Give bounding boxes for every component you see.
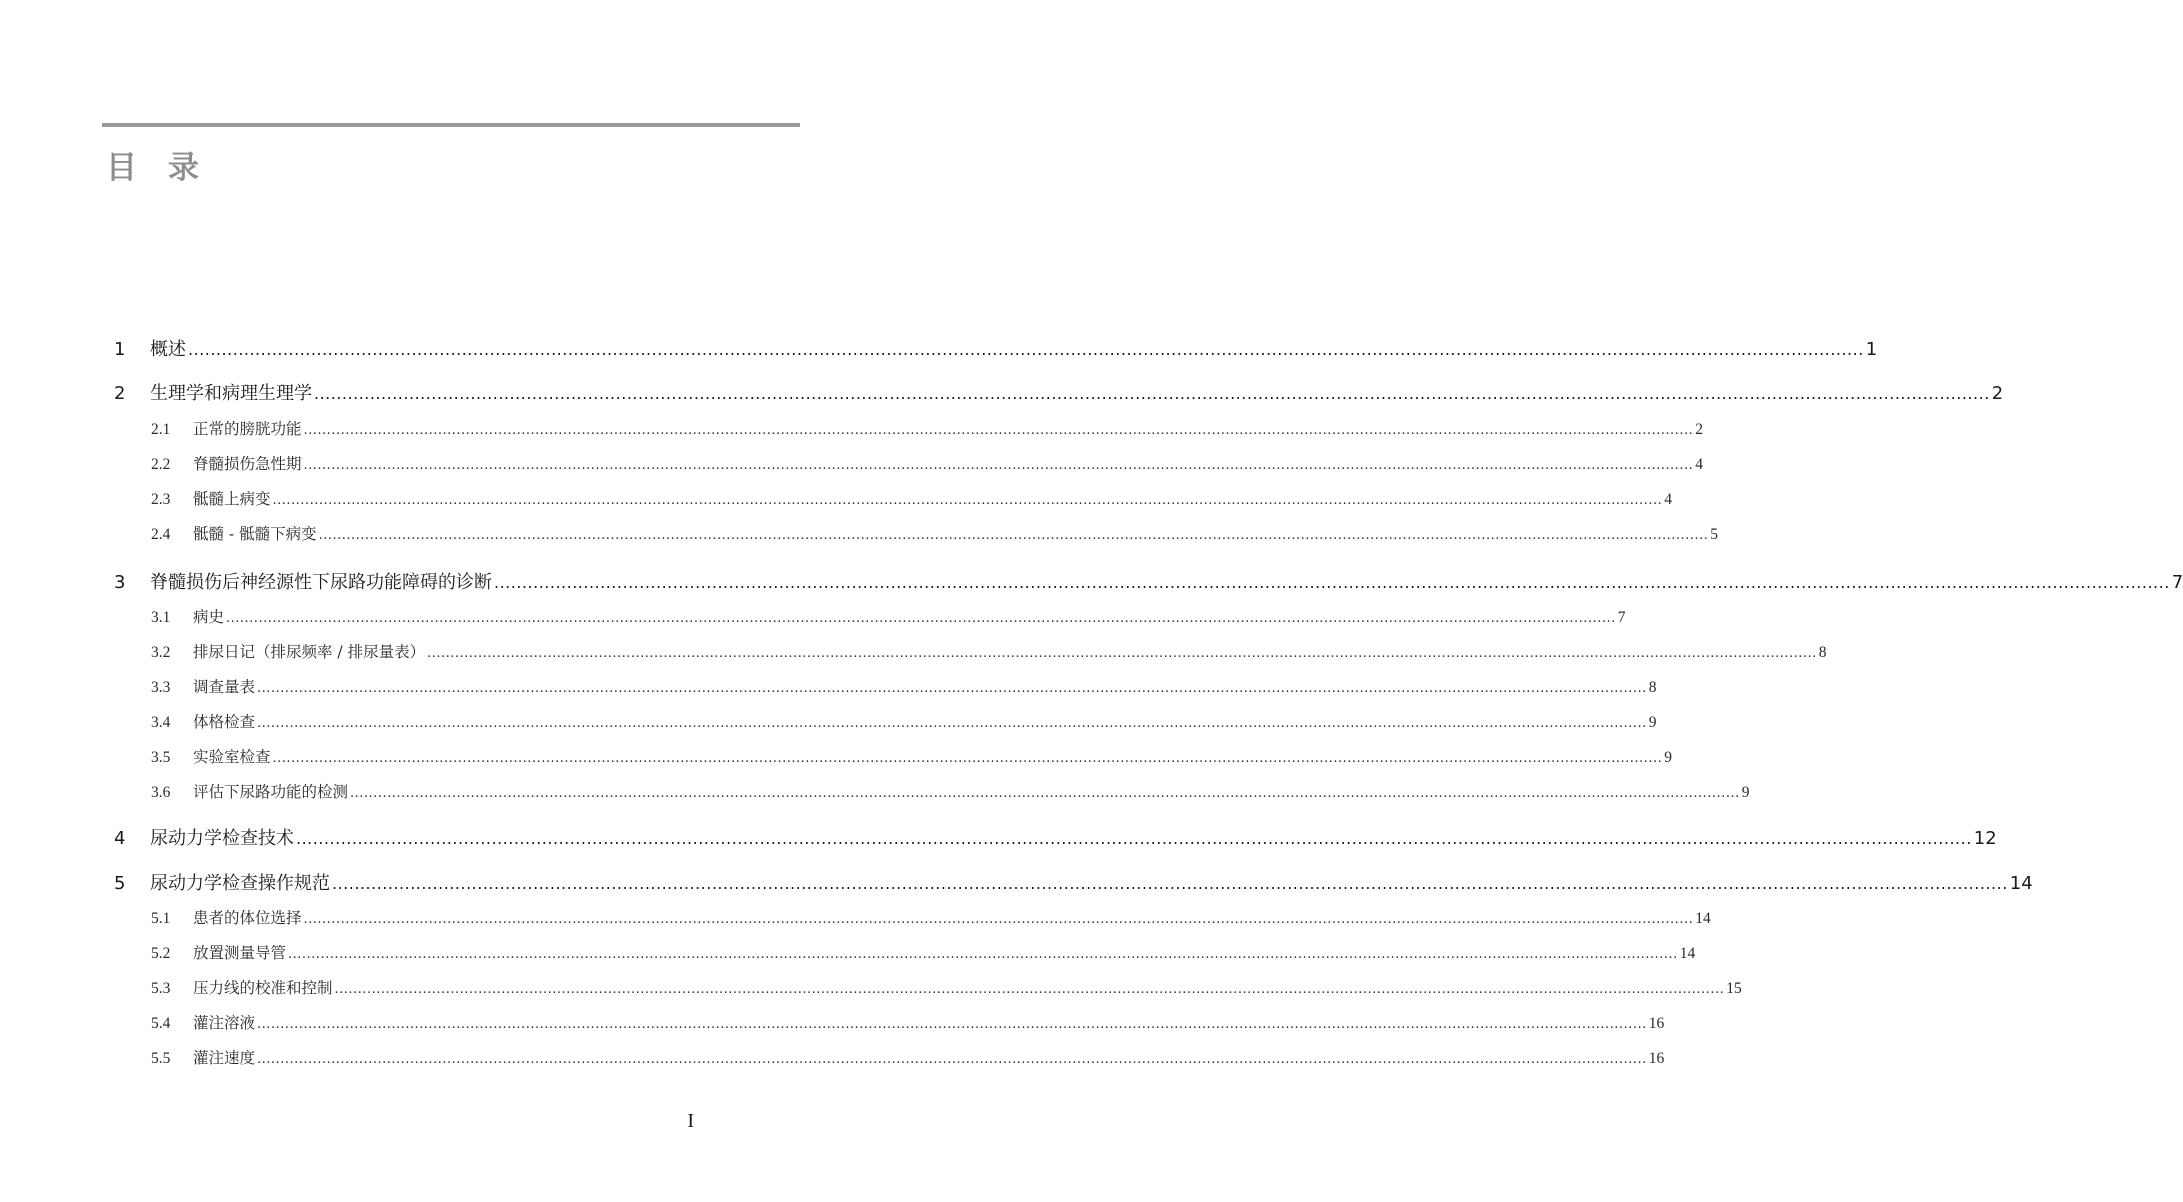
dot-leader: ............................................................................................................................................................................................................................................................................................................ [272, 751, 1663, 766]
toc-entry-row [193, 979, 1742, 997]
toc-entry-title: 实验室检查 [193, 748, 271, 766]
toc-entry-number: 3.2 [151, 644, 171, 661]
toc-entry-title: 尿动力学检查操作规范 [150, 873, 330, 894]
toc-entry-row [193, 608, 1626, 626]
toc-entry-title: 生理学和病理生理学 [150, 383, 312, 404]
toc-entry-row [150, 828, 1997, 849]
toc-entry-page: 1 [1865, 339, 1878, 360]
toc-entry-number: 3.3 [151, 679, 171, 696]
toc-entry-title: 病史 [193, 608, 225, 626]
toc-entry-number: 5.5 [151, 1050, 171, 1067]
toc-entry-row [193, 748, 1672, 766]
header-rule [102, 123, 800, 127]
toc-entry-page: 14 [2009, 873, 2033, 894]
toc-entry-title: 排尿日记（排尿频率 / 排尿量表） [193, 643, 426, 661]
toc-entry-page: 5 [1710, 526, 1719, 543]
dot-leader: ............................................................................................................................................................................................................................................................................................................ [427, 646, 1817, 661]
dot-leader: ............................................................................................................................................................................................................................................................................................................ [350, 786, 1740, 801]
toc-entry-page: 16 [1648, 1050, 1665, 1067]
toc-entry-page: 14 [1695, 910, 1711, 927]
dot-leader: ............................................................................................................................................................................................................................................................................................................ [314, 384, 1990, 403]
toc-entry-title: 尿动力学检查技术 [150, 828, 294, 849]
toc-entry-page: 15 [1726, 980, 1742, 997]
toc-entry-number: 5 [114, 873, 126, 894]
toc-entry-number: 5.4 [151, 1015, 171, 1032]
toc-entry-page: 9 [1648, 714, 1657, 731]
toc-entry-title: 脊髓损伤后神经源性下尿路功能障碍的诊断 [150, 572, 492, 593]
toc-entry-number: 1 [114, 339, 126, 360]
toc-entry-row [193, 643, 1827, 661]
dot-leader: ............................................................................................................................................................................................................................................................................................................ [303, 423, 1694, 438]
toc-entry-page: 16 [1648, 1015, 1665, 1032]
dot-leader: ............................................................................................................................................................................................................................................................................................................ [318, 528, 1709, 543]
toc-entry-title: 骶髓 - 骶髓下病变 [193, 525, 317, 543]
dot-leader: ............................................................................................................................................................................................................................................................................................................ [288, 947, 1678, 962]
toc-entry-page: 12 [1973, 828, 1997, 849]
toc-entry-title: 概述 [150, 339, 186, 360]
toc-entry-number: 3.6 [151, 784, 171, 801]
toc-entry-number: 3.5 [151, 749, 171, 766]
toc-entry-row [193, 783, 1750, 801]
toc-entry-number: 4 [114, 828, 126, 849]
toc-entry-title: 放置测量导管 [193, 944, 287, 962]
toc-entry-page: 2 [1991, 383, 2004, 404]
dot-leader: ............................................................................................................................................................................................................................................................................................................ [257, 1052, 1647, 1067]
toc-entry-page: 8 [1818, 644, 1827, 661]
toc-entry-title: 调查量表 [193, 678, 256, 696]
toc-entry-title: 正常的膀胱功能 [193, 420, 302, 438]
toc-entry-row [150, 339, 1878, 360]
toc-entry-number: 2.4 [151, 526, 171, 543]
page-title: 目 录 [106, 150, 202, 186]
dot-leader: ............................................................................................................................................................................................................................................................................................................ [188, 340, 1864, 359]
toc-entry-row [193, 1049, 1665, 1067]
toc-entry-number: 5.1 [151, 910, 171, 927]
page-number: I [687, 1110, 694, 1132]
toc-entry-row [193, 455, 1703, 473]
toc-entry-page: 4 [1695, 456, 1703, 473]
toc-entry-row [193, 909, 1711, 927]
dot-leader: ............................................................................................................................................................................................................................................................................................................ [226, 611, 1616, 626]
dot-leader: ............................................................................................................................................................................................................................................................................................................ [257, 1017, 1647, 1032]
toc-entry-row [150, 383, 2004, 404]
toc-entry-number: 3 [114, 572, 126, 593]
toc-entry-number: 2.2 [151, 456, 171, 473]
toc-entry-row [150, 572, 2183, 593]
toc-entry-number: 2.1 [151, 421, 171, 438]
toc-entry-page: 9 [1664, 749, 1672, 766]
toc-entry-number: 5.2 [151, 945, 171, 962]
toc-entry-title: 体格检查 [193, 713, 256, 731]
toc-entry-title: 患者的体位选择 [193, 909, 302, 927]
toc-entry-title: 骶髓上病变 [193, 490, 271, 508]
toc-entry-number: 3.4 [151, 714, 171, 731]
toc-entry-page: 14 [1679, 945, 1696, 962]
dot-leader: ............................................................................................................................................................................................................................................................................................................ [296, 829, 1972, 848]
toc-entry-row [193, 1014, 1665, 1032]
toc-entry-title: 脊髓损伤急性期 [193, 455, 302, 473]
toc-entry-page: 4 [1664, 491, 1672, 508]
toc-entry-title: 灌注速度 [193, 1049, 256, 1067]
toc-entry-number: 2.3 [151, 491, 171, 508]
toc-entry-row [193, 678, 1657, 696]
dot-leader: ............................................................................................................................................................................................................................................................................................................ [494, 573, 2170, 592]
toc-entry-page: 2 [1695, 421, 1703, 438]
dot-leader: ............................................................................................................................................................................................................................................................................................................ [257, 681, 1647, 696]
toc-entry-row [193, 713, 1657, 731]
toc-entry-number: 3.1 [151, 609, 171, 626]
toc-entry-row [193, 490, 1672, 508]
dot-leader: ............................................................................................................................................................................................................................................................................................................ [272, 493, 1663, 508]
toc-entry-row [193, 944, 1696, 962]
dot-leader: ............................................................................................................................................................................................................................................................................................................ [334, 982, 1725, 997]
toc-entry-number: 2 [114, 383, 126, 404]
toc-entry-title: 压力线的校准和控制 [193, 979, 333, 997]
toc-entry-title: 灌注溶液 [193, 1014, 256, 1032]
toc-entry-row [193, 525, 1719, 543]
toc-entry-page: 8 [1648, 679, 1657, 696]
toc-entry-page: 9 [1741, 784, 1750, 801]
toc-entry-row [150, 873, 2033, 894]
toc-entry-number: 5.3 [151, 980, 171, 997]
dot-leader: ............................................................................................................................................................................................................................................................................................................ [257, 716, 1647, 731]
dot-leader: ............................................................................................................................................................................................................................................................................................................ [332, 874, 2008, 893]
dot-leader: ............................................................................................................................................................................................................................................................................................................ [303, 458, 1694, 473]
toc-entry-title: 评估下尿路功能的检测 [193, 783, 349, 801]
dot-leader: ............................................................................................................................................................................................................................................................................................................ [303, 912, 1694, 927]
toc-entry-page: 7 [2171, 572, 2183, 593]
toc-entry-page: 7 [1617, 609, 1626, 626]
toc-entry-row [193, 420, 1703, 438]
